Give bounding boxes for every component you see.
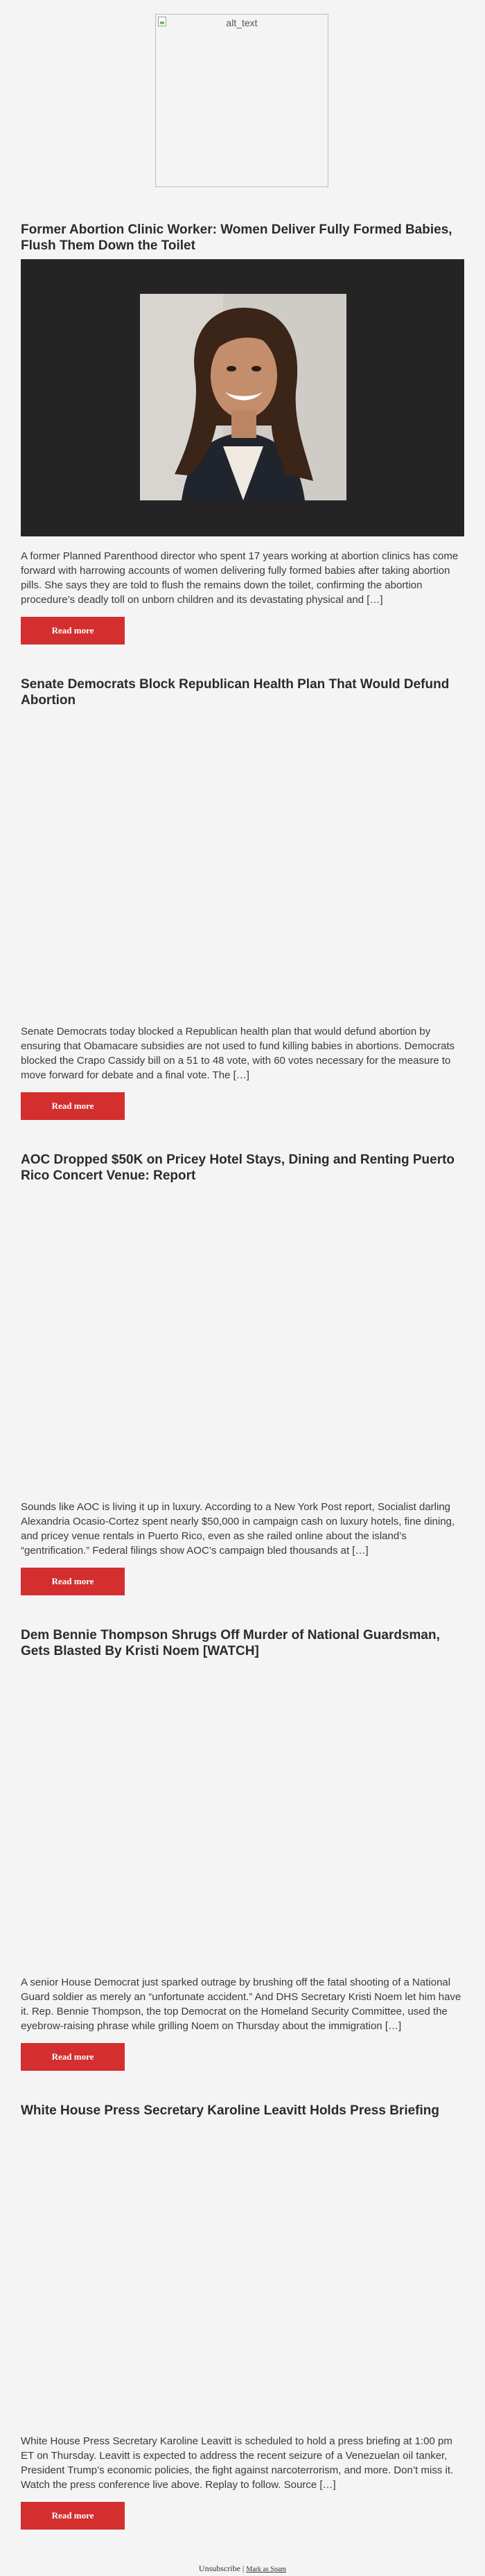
portrait-photo	[140, 294, 346, 500]
footer-separator: |	[242, 2564, 245, 2573]
article-1-excerpt: A former Planned Parenthood director who spent 17 years working at abortion clinics has come forward with harrowing accounts of women delivering fully formed babies after taking abortion pills. She says they are told to flush the remains down the toilet, confirming the abortion procedure’s deadly toll on unborn children and its devastating physical and […]	[21, 550, 459, 606]
article-3-image[interactable]	[21, 1189, 464, 1487]
article-5-excerpt: White House Press Secretary Karoline Leavitt is scheduled to hold a press briefing at 1:00 pm ET on Thursday. Leavitt is expected to address the recent seizure of a Venezuelan oil tanker, President Trump’s economic policies, the fight against narcoterrorism, and more. Don’t miss it. Watch the press conference live above. Replay to follow. Source […]	[21, 2435, 454, 2491]
article-3-read-more-button[interactable]: Read more	[21, 1568, 125, 1595]
article-3-headline[interactable]: AOC Dropped $50K on Pricey Hotel Stays, Dining and Renting Puerto Rico Concert Venue: Report	[21, 1153, 455, 1183]
article-4-headline[interactable]: Dem Bennie Thompson Shrugs Off Murder of National Guardsman, Gets Blasted By Kristi Noem [WATCH]	[21, 1628, 440, 1658]
unsubscribe-text[interactable]: Unsubscribe	[198, 2564, 240, 2573]
article-5-headline[interactable]: White House Press Secretary Karoline Leavitt Holds Press Briefing	[21, 2103, 439, 2118]
article-2-excerpt: Senate Democrats today blocked a Republican health plan that would defund abortion by ensuring that Obamacare subsidies are not used to fund killing babies in abortions. Democrats blocked the Crapo Cassidy bill on a 51 to 48 vote, with 60 votes necessary for the measure to move forward for debate and a final vote. The […]	[21, 1026, 455, 1081]
portrait-illustration	[140, 294, 346, 500]
article-2-headline[interactable]: Senate Democrats Block Republican Health Plan That Would Defund Abortion	[21, 677, 450, 708]
article-4-excerpt: A senior House Democrat just sparked outrage by brushing off the fatal shooting of a National Guard soldier as merely an “unfortunate accident.” And DHS Secretary Kristi Noem let him have it. Rep. Bennie Thompson, the top Democrat on the Homeland Security Committee, used the eyebrow-raising phrase while grilling Noem on Thursday about the immigration […]	[21, 1977, 461, 2032]
article-5-image[interactable]	[21, 2123, 464, 2421]
logo-alt-text: alt_text	[226, 17, 258, 28]
logo-image	[155, 14, 328, 187]
article-2-read-more-button[interactable]: Read more	[21, 1092, 125, 1120]
mark-as-spam-link[interactable]: Mark as Spam	[246, 2566, 287, 2573]
article-2-image[interactable]	[21, 714, 464, 1012]
article-4-image[interactable]	[21, 1665, 464, 1963]
article-3-excerpt: Sounds like AOC is living it up in luxury. According to a New York Post report, Socialist darling Alexandria Ocasio-Cortez spent nearly $50,000 in campaign cash on luxury hotels, fine dining, and pricey venue rentals in Puerto Rico, even as she railed online about the island’s “gentrification.” Federal filings show AOC’s campaign bled thousands at […]	[21, 1501, 455, 1557]
article-1-read-more-button[interactable]: Read more	[21, 617, 125, 645]
article-5-read-more-button[interactable]: Read more	[21, 2502, 125, 2530]
article-4-read-more-button[interactable]: Read more	[21, 2043, 125, 2071]
footer	[0, 2564, 485, 2574]
article-1-headline[interactable]: Former Abortion Clinic Worker: Women Deliver Fully Formed Babies, Flush Them Down the Toilet	[21, 222, 452, 253]
article-1-image[interactable]	[21, 259, 464, 536]
